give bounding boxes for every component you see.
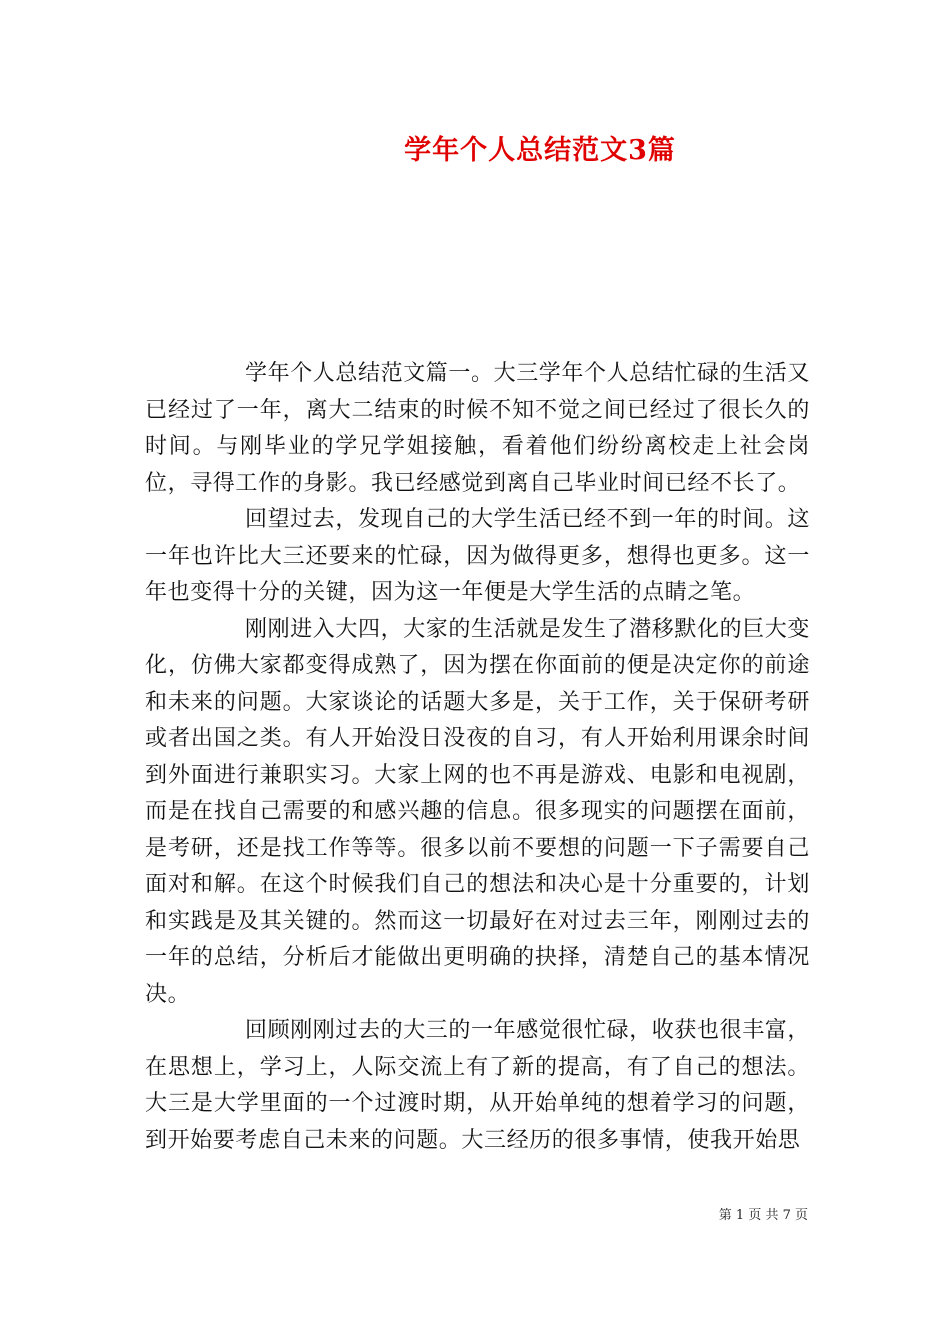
paragraph-1: 学年个人总结范文篇一。大三学年个人总结忙碌的生活又已经过了一年，离大二结束的时候不知不觉之间已经过了很长久的时间。与刚毕业的学兄学姐接触，看着他们纷纷离校走上社会岗位，寻得工作的身影。我已经感觉到离自己毕业时间已经不长了。 [145,361,811,496]
paragraph-3: 刚刚进入大四，大家的生活就是发生了潜移默化的巨大变化，仿佛大家都变得成熟了，因为摆在你面前的便是决定你的前途和未来的问题。大家谈论的话题大多是，关于工作，关于保研考研或者出国之类。有人开始没日没夜的自习，有人开始利用课余时间到外面进行兼职实习。大家上网的也不再是游戏、电影和电视剧，而是在找自己需要的和感兴趣的信息。很多现实的问题摆在面前，是考研，还是找工作等等。很多以前不要想的问题一下子需要自己面对和解。在这个时候我们自己的想法和决心是十分重要的，计划和实践是及其关键的。然而这一切最好在对过去三年，刚刚过去的一年的总结，分析后才能做出更明确的抉择，清楚自己的基本情况决。 [145,616,811,1007]
page-number-footer: 第 1 页 共 7 页 [718,1208,808,1223]
document-title: 学年个人总结范文3篇 [404,135,676,166]
document-body [145,356,810,1159]
paragraph-2: 回望过去，发现自己的大学生活已经不到一年的时间。这一年也许比大三还要来的忙碌，因为做得更多，想得也更多。这一年也变得十分的关键，因为这一年便是大学生活的点睛之笔。 [145,507,811,605]
paragraph-4: 回顾刚刚过去的大三的一年感觉很忙碌，收获也很丰富，在思想上，学习上，人际交流上有了新的提高，有了自己的想法。大三是大学里面的一个过渡时期，从开始单纯的想着学习的问题，到开始要考虑自己未来的问题。大三经历的很多事情，使我开始思 [145,1018,811,1153]
